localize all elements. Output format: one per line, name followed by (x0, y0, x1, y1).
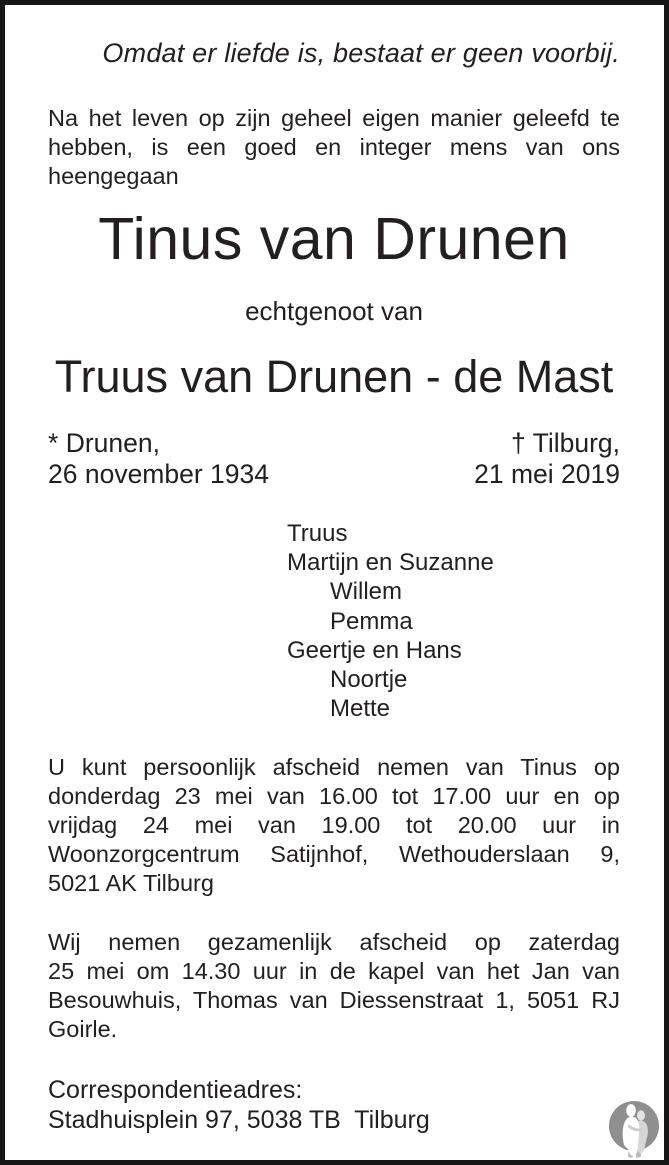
visiting-paragraph (48, 753, 620, 898)
death-date: 21 mei 2019 (474, 459, 620, 489)
farewell-paragraph (48, 928, 620, 1044)
intro-paragraph (48, 104, 620, 191)
family-member: Willem (330, 578, 402, 606)
visiting-line: U kunt persoonlijk afscheid nemen van Tinus op (48, 754, 620, 781)
birth-date: 26 november 1934 (48, 459, 269, 489)
announcement-content (5, 5, 664, 1135)
farewell-line: Besouwhuis, Thomas van Diessenstraat 1, 5051 RJ (48, 987, 620, 1014)
birth-death-dates (48, 428, 620, 490)
family-member: Martijn en Suzanne (287, 549, 494, 577)
family-member: Pemma (330, 607, 413, 635)
correspondence-label: Correspondentieadres: (48, 1076, 303, 1105)
death-info (474, 428, 620, 490)
deceased-name: Tinus van Drunen (98, 206, 570, 272)
opening-quote: Omdat er liefde is, bestaat er geen voorbij. (102, 38, 620, 68)
relation-label: echtgenoot van (245, 296, 423, 326)
farewell-line: 25 mei om 14.30 uur in de kapel van het Jan van (48, 958, 620, 985)
intro-line: Na het leven op zijn geheel eigen manier geleefd te (48, 105, 620, 131)
visiting-line: Woonzorgcentrum Satijnhof, Wethouderslaan 9, (48, 841, 620, 868)
family-member: Truus (287, 520, 348, 547)
death-symbol: † (510, 428, 526, 458)
visiting-line: donderdag 23 mei van 16.00 tot 17.00 uur en op (48, 783, 620, 810)
visiting-line: 5021 AK Tilburg (48, 870, 214, 897)
correspondence-address: Stadhuisplein 97, 5038 TB Tilburg (48, 1106, 430, 1135)
family-member: Noortje (330, 666, 408, 694)
birth-place-line (48, 428, 269, 459)
death-place-line (474, 428, 620, 459)
birth-place: Drunen, (65, 428, 160, 458)
family-member: Mette (330, 695, 391, 723)
embracing-figures-logo-icon (608, 1101, 660, 1158)
intro-line: hebben, is een goed en integer mens van ons (48, 134, 620, 160)
family-names-list (48, 519, 620, 723)
correspondence-block (48, 1075, 620, 1135)
death-place: Tilburg, (532, 428, 620, 458)
visiting-line: vrijdag 24 mei van 19.00 tot 20.00 uur in (48, 812, 620, 839)
birth-symbol: * (48, 428, 59, 458)
birth-info (48, 428, 269, 490)
farewell-line: Goirle. (48, 1016, 118, 1043)
family-member: Geertje en Hans (287, 636, 462, 664)
farewell-line: Wij nemen gezamenlijk afscheid op zaterdag (48, 929, 620, 956)
intro-line: heengegaan (48, 163, 179, 189)
spouse-name: Truus van Drunen - de Mast (54, 351, 614, 402)
